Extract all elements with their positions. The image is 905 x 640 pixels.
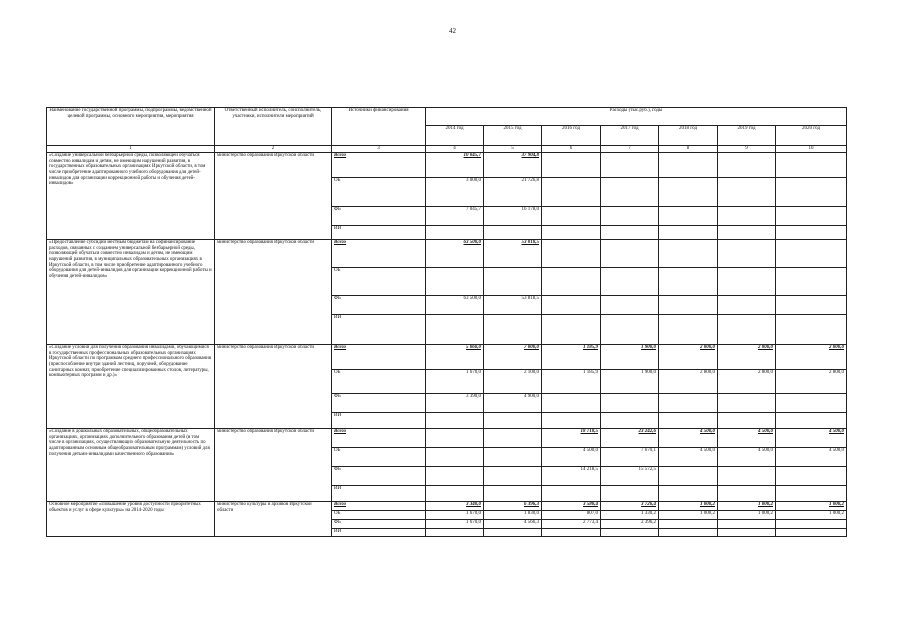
expense-value [542,315,601,345]
table-row [47,429,847,448]
expense-value: 23 242,6 [601,429,659,448]
expense-value: 3 340,0 [426,502,484,511]
expense-value [601,413,659,429]
expense-value [542,413,601,429]
expense-value: 10 045,7 [426,153,484,178]
funding-source: Всего [332,240,426,268]
expense-value: 7 000,0 [484,345,542,370]
header-expenses: Расходы (тыс.руб.), годы [426,108,847,126]
funding-source: ОБ [332,268,426,296]
expense-value [659,153,718,178]
expense-value: 3 390,0 [426,394,484,413]
header-executor: Ответственный исполнитель, соисполнитель, участники, исполнители мероприятий [215,108,332,146]
header-year: 2018 год [659,126,718,146]
expense-value: 63 500,0 [426,296,484,315]
expense-value: 3 726,4 [601,502,659,511]
expense-value [484,226,542,240]
expense-value [659,467,718,486]
expense-value [601,240,659,268]
expense-value [776,486,847,502]
expense-value [542,226,601,240]
expense-value: 807,0 [542,511,601,520]
page-number: 42 [449,27,456,35]
expense-value: 2 800,0 [718,345,776,370]
column-number: 6 [542,146,601,153]
expense-value: 5 060,0 [426,345,484,370]
expense-value: 1 185,9 [542,345,601,370]
expense-value [776,268,847,296]
expense-value: 2 800,0 [776,345,847,370]
expense-value: 3 580,4 [542,502,601,511]
expense-value [776,296,847,315]
expense-value [659,520,718,529]
table-row [47,153,847,178]
table-row [47,502,847,511]
expense-value [601,178,659,207]
expense-value: 53 818,5 [484,240,542,268]
expense-value [718,207,776,226]
expense-value [484,448,542,467]
expense-value [776,520,847,529]
funding-source: ФБ [332,467,426,486]
column-number: 5 [484,146,542,153]
funding-source: ИИ [332,413,426,429]
expense-value [776,153,847,178]
expense-value: 1 000,2 [776,502,847,511]
header-year: 2014 год [426,126,484,146]
expense-value: 4 500,0 [659,448,718,467]
column-number: 4 [426,146,484,153]
header-name: Наименование государственной программы, подпрограммы, ведомственной целевой программы, основного мероприятия, мероприятия [47,108,215,146]
expense-value [718,268,776,296]
funding-source: Всего [332,429,426,448]
funding-source: ОБ [332,511,426,520]
expense-value [426,486,484,502]
expense-value [718,520,776,529]
expense-value [542,529,601,537]
expense-value: 37 904,8 [484,153,542,178]
expense-value: 4 900,0 [484,394,542,413]
expense-value [718,178,776,207]
expense-value: 1 900,0 [601,370,659,394]
expense-value [601,296,659,315]
expense-value [776,394,847,413]
expense-value [659,394,718,413]
funding-source: ФБ [332,207,426,226]
expense-value [601,207,659,226]
executor: министерство образования Иркутской области [215,429,332,502]
expense-value: 2 800,0 [659,345,718,370]
funding-source: ОБ [332,178,426,207]
expense-value [776,207,847,226]
expense-value [542,178,601,207]
expense-value [718,240,776,268]
expense-value: 7 045,7 [426,207,484,226]
expense-value: 14 218,5 [542,467,601,486]
header-year: 2017 год [601,126,659,146]
expense-value: 4 500,0 [776,448,847,467]
expense-value: 2 800,0 [776,370,847,394]
expense-value [601,153,659,178]
expense-value [426,413,484,429]
expense-value [426,448,484,467]
expense-value: 18 718,5 [542,429,601,448]
expense-value: 4 566,3 [484,520,542,529]
funding-source: ОБ [332,370,426,394]
expense-value [601,394,659,413]
expense-value: 63 500,0 [426,240,484,268]
activity-name: «Создание условий для получения образования инвалидами, обучающимися в государственных профессиональных образовательных организациях Иркутской области по программам среднего профессионального образования (приспособление внутри зданий лестниц, поручней, оборудование санитарных комнат, приобретение специализированных столов, литературы, компьютерных программ и др.)» [47,345,215,429]
expense-value [426,529,484,537]
header-year: 2020 год [776,126,847,146]
activity-name: Основное мероприятие «Повышение уровня доступности приоритетных объектов и услуг в сфере культуры» на 2014-2020 годы [47,502,215,537]
expense-value [426,315,484,345]
expense-value [426,467,484,486]
expense-value [542,268,601,296]
funding-source: ОБ [332,448,426,467]
expense-value [542,240,601,268]
expense-value: 1 670,0 [426,511,484,520]
expense-value [659,178,718,207]
expense-value: 2 100,0 [484,370,542,394]
header-year: 2016 год [542,126,601,146]
expense-value [659,226,718,240]
expense-value: 6 396,3 [484,502,542,511]
expense-value [484,529,542,537]
expense-value [718,226,776,240]
funding-source: ИИ [332,486,426,502]
expense-value: 4 500,0 [718,448,776,467]
expense-value: 15 572,5 [601,467,659,486]
expense-value: 4 500,0 [776,429,847,448]
expense-value [484,429,542,448]
table-row [47,240,847,268]
activity-name: «Создание универсальной безбарьерной среды, позволяющей обучаться совместно инвалидам и детям, не имеющим нарушений развития, в государственных образовательных организациях Иркутской области, в том числе приобретение адаптированного учебного оборудования для детей-инвалидов для организации коррекционной работы и обучения детей-инвалидов» [47,153,215,240]
funding-source: Всего [332,345,426,370]
expense-value [718,486,776,502]
expense-value: 3 000,0 [426,178,484,207]
expense-value [776,226,847,240]
table-row [47,345,847,370]
expense-value: 1 830,0 [484,511,542,520]
expense-value [484,315,542,345]
expense-value [426,268,484,296]
expense-value [718,153,776,178]
column-number: 2 [215,146,332,153]
expense-value: 1 330,2 [601,511,659,520]
funding-source: ИИ [332,315,426,345]
expense-value [542,394,601,413]
expense-value: 21 726,8 [484,178,542,207]
expense-value [426,429,484,448]
expense-value: 1 000,2 [776,511,847,520]
funding-source: ФБ [332,296,426,315]
activity-name: «Создание в дошкольных образовательных, общеобразовательных организациях, организациях дополнительного образования детей (в том числе в организациях, осуществляющих образовательную деятельность по адаптированным основным общеобразовательным программам) условий для получения детьми-инвалидами качественного образования» [47,429,215,502]
expense-value: 7 670,1 [601,448,659,467]
expense-value [776,413,847,429]
expense-value [484,467,542,486]
expense-value: 53 818,5 [484,296,542,315]
expense-value [659,207,718,226]
column-number: 10 [776,146,847,153]
executor: министерство образования Иркутской области [215,345,332,429]
expense-value [659,529,718,537]
header-year: 2019 год [718,126,776,146]
expense-value [718,315,776,345]
expense-value: 1 000,2 [659,511,718,520]
budget-table [46,107,847,537]
expense-value [776,315,847,345]
expense-value [542,486,601,502]
expense-value: 2 396,2 [601,520,659,529]
expense-value [542,153,601,178]
expense-value [718,413,776,429]
column-number: 8 [659,146,718,153]
expense-value: 1 000,2 [659,502,718,511]
header-source: Источники финансирования [332,108,426,146]
expense-value [484,268,542,296]
executor: министерство образования Иркутской области [215,153,332,240]
expense-value [601,226,659,240]
expense-value [776,240,847,268]
column-number: 1 [47,146,215,153]
funding-source: ФБ [332,520,426,529]
expense-value: 4 500,0 [542,448,601,467]
executor: министерство образования Иркутской области [215,240,332,345]
expense-value [659,315,718,345]
expense-value [659,486,718,502]
expense-value [601,486,659,502]
expense-value [659,268,718,296]
funding-source: ФБ [332,394,426,413]
expense-value: 1 000,2 [718,502,776,511]
expense-value [659,413,718,429]
activity-name: «Предоставление субсидий местным бюджетам на софинансирование расходов, связанных с созданием универсальной безбарьерной среды, позволяющей обучаться совместно инвалидам и детям, не имеющим нарушений развития, в муниципальных образовательных организациях в Иркутской области, в том числе приобретение адаптированного учебного оборудования для детей-инвалидов для организации коррекционной работы и обучения детей-инвалидов» [47,240,215,345]
expense-value [776,529,847,537]
expense-value: 2 800,0 [659,370,718,394]
expense-value: 2 800,0 [718,370,776,394]
expense-value [426,226,484,240]
column-number: 3 [332,146,426,153]
expense-value [601,315,659,345]
expense-value [718,394,776,413]
expense-value: 16 178,0 [484,207,542,226]
expense-value [776,178,847,207]
expense-value: 2 773,4 [542,520,601,529]
funding-source: Всего [332,153,426,178]
expense-value: 4 500,0 [718,429,776,448]
expense-value [718,296,776,315]
expense-value: 1 185,9 [542,370,601,394]
funding-source: ИИ [332,226,426,240]
expense-value [484,486,542,502]
funding-source: Всего [332,502,426,511]
expense-value [484,413,542,429]
header-year: 2015 год [484,126,542,146]
expense-value [776,467,847,486]
expense-value [718,529,776,537]
expense-value [542,207,601,226]
expense-value [601,529,659,537]
expense-value: 4 500,0 [659,429,718,448]
expense-value: 1 900,0 [601,345,659,370]
funding-source: ИИ [332,529,426,537]
expense-value [718,467,776,486]
column-number: 9 [718,146,776,153]
expense-value: 1 670,0 [426,520,484,529]
executor: министерство культуры и архивов Иркутской области [215,502,332,537]
expense-value [659,240,718,268]
column-number: 7 [601,146,659,153]
expense-value [601,268,659,296]
expense-value [542,296,601,315]
expense-value: 1 670,0 [426,370,484,394]
expense-value: 1 000,2 [718,511,776,520]
expense-value [659,296,718,315]
